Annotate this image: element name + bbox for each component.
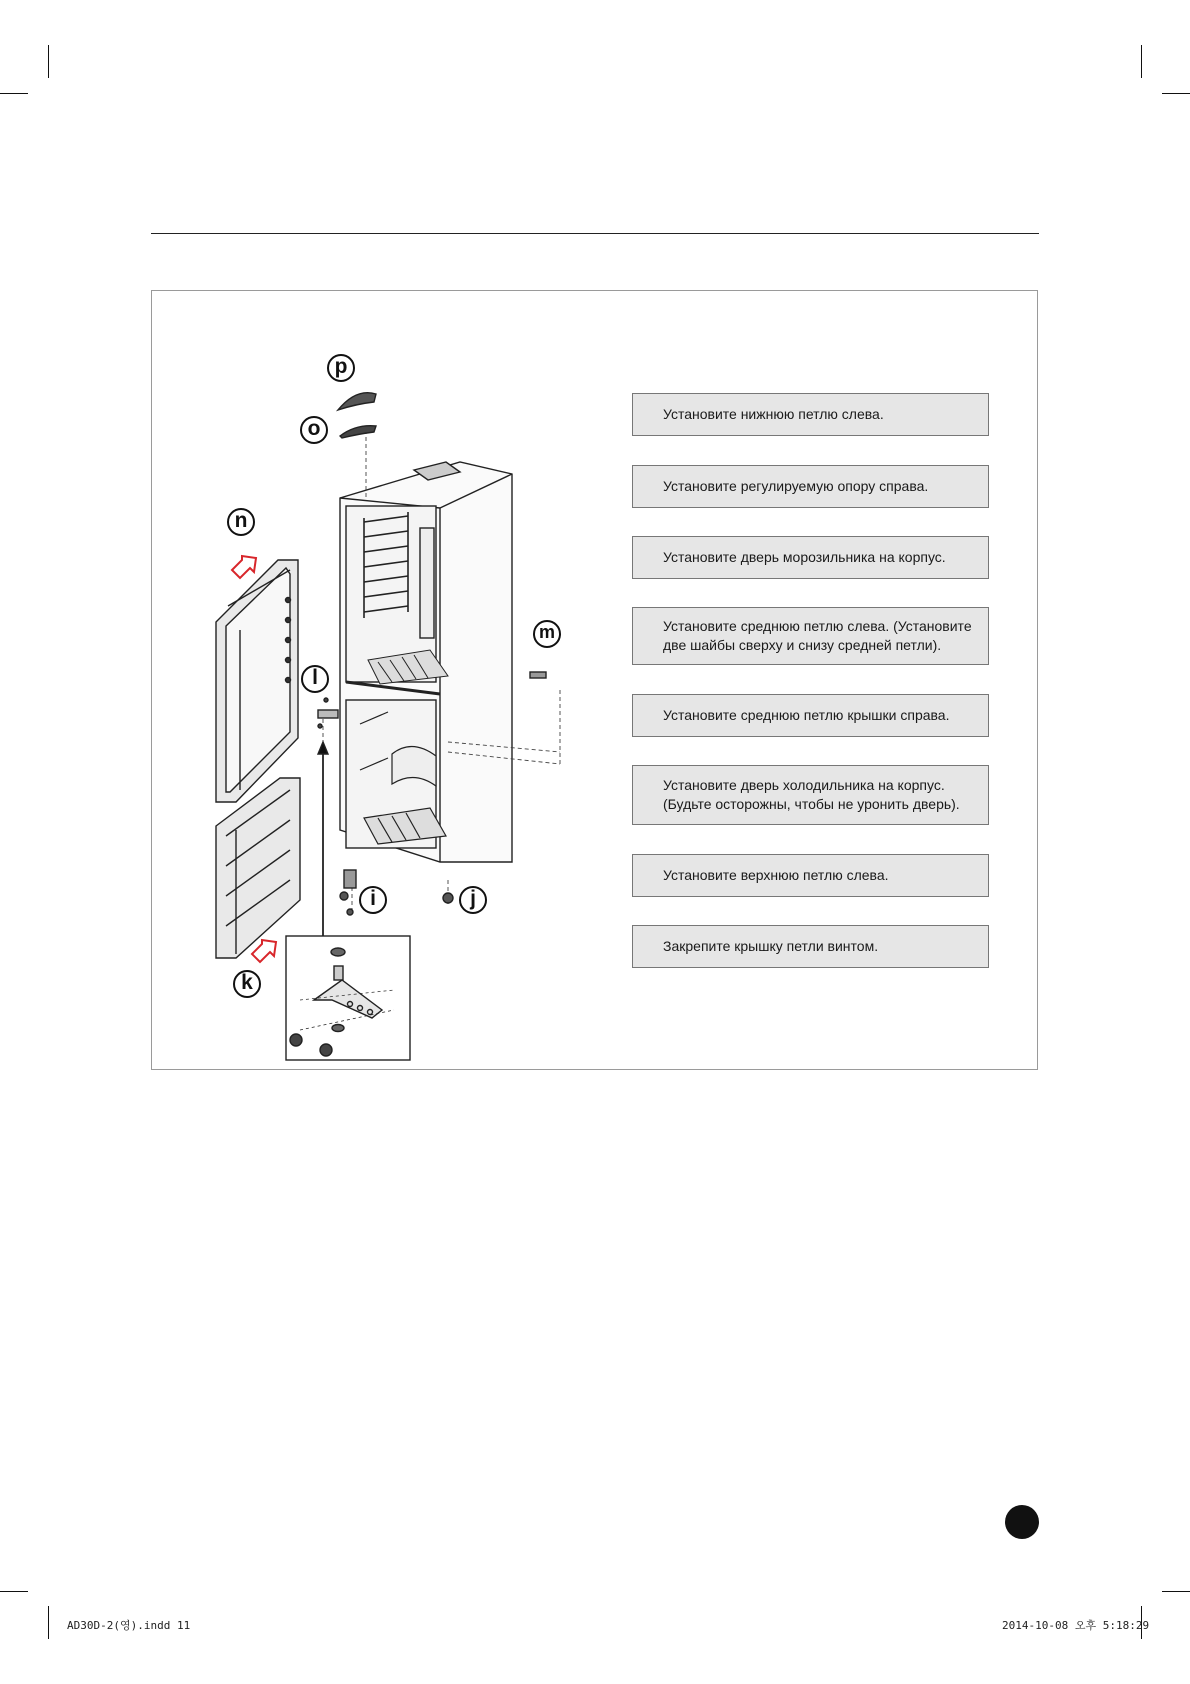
arrow-n-icon: [232, 556, 256, 578]
callout-n: n: [227, 508, 255, 536]
step-box: Закрепите крышку петли винтом.: [632, 925, 989, 968]
adjustable-leg-part: [443, 893, 453, 903]
callout-m: m: [533, 620, 561, 648]
freezer-door: [216, 560, 298, 802]
fridge-door: [216, 778, 300, 958]
bottom-hinge-part: [344, 870, 356, 888]
step-box: Установите среднюю петлю крышки справа.: [632, 694, 989, 737]
page-number-dot: [1005, 1505, 1039, 1539]
step-box: Установите дверь морозильника на корпус.: [632, 536, 989, 579]
callout-l: l: [301, 665, 329, 693]
step-box: Установите верхнюю петлю слева.: [632, 854, 989, 897]
step-box: Установите среднюю петлю слева. (Установите две шайбы сверху и снизу средней петли).: [632, 607, 989, 665]
step-box: Установите дверь холодильника на корпус. (Будьте осторожны, чтобы не уронить дверь).: [632, 765, 989, 825]
callout-p: p: [327, 354, 355, 382]
callout-i: i: [359, 886, 387, 914]
middle-hinge-part: [318, 710, 338, 718]
middle-hinge-cover-part: [530, 672, 546, 678]
callout-j: j: [459, 886, 487, 914]
top-hinge-part: [340, 426, 376, 438]
hinge-cover-part: [338, 393, 376, 410]
callout-k: k: [233, 970, 261, 998]
footer-filename: AD30D-2(영).indd 11: [67, 1619, 191, 1632]
footer-timestamp: 2014-10-08 오후 5:18:29: [1002, 1619, 1150, 1632]
step-box: Установите нижнюю петлю слева.: [632, 393, 989, 436]
callout-o: o: [300, 416, 328, 444]
step-box: Установите регулируемую опору справа.: [632, 465, 989, 508]
arrow-k-icon: [252, 940, 276, 962]
